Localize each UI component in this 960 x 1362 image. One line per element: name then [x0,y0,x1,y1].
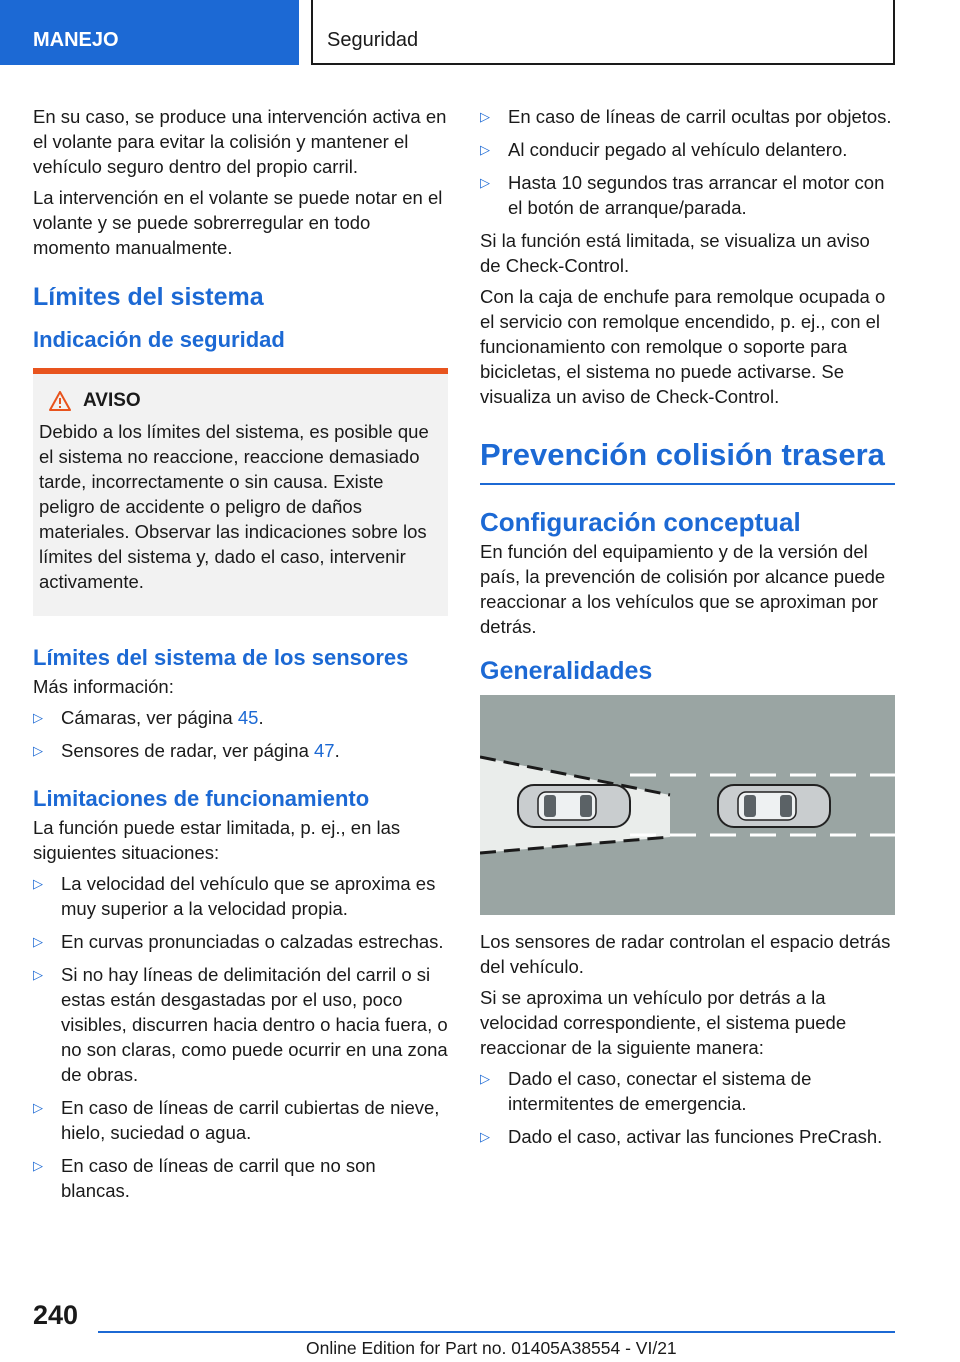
reference-item-cameras: ▷ Cámaras, ver página 45. [33,705,448,730]
list-item: ▷ Al conducir pegado al vehículo delantero. [480,137,895,162]
reference-item-radar: ▷ Sensores de radar, ver página 47. [33,738,448,763]
reaction-list [480,1066,895,1149]
left-column [33,104,448,1211]
list-item: ▷ En curvas pronunciadas o calzadas estrechas. [33,929,448,954]
reference-list [33,705,448,763]
heading-sensor-limits: Límites del sistema de los sensores [33,645,409,670]
warning-title-row [49,388,440,413]
list-item: ▷ Si no hay líneas de delimitación del carril o si estas están desgastadas por el uso, poco visibles, discurren hacia dentro o hacia fuera, o no son claras, como puede ocurrir en una zona de obras. [33,962,448,1087]
list-item: ▷ En caso de líneas de carril cubiertas de nieve, hielo, suciedad o agua. [33,1095,448,1145]
warning-title: AVISO [83,390,141,411]
page-link-45[interactable]: 45 [237,707,259,728]
footer-divider [98,1331,895,1333]
heading-general: Generalidades [480,657,653,685]
right-column [480,104,895,1157]
list-item: ▷ La velocidad del vehículo que se aproxima es muy superior a la velocidad propia. [33,871,448,921]
page-link-47[interactable]: 47 [314,740,335,761]
more-info-label: Más información: [33,676,174,697]
warning-box [33,368,448,616]
heading-rear-collision: Prevención colisión trasera [480,415,895,485]
car-rear-icon [518,785,630,827]
warning-triangle-icon [49,391,71,411]
list-item: ▷ En caso de líneas de carril ocultas por objetos. [480,104,895,129]
heading-function-limits: Limitaciones de funcionamiento [33,786,370,811]
warning-body: Debido a los límites del sistema, es posible que el sistema no reaccione, reaccione demasiado tarde, incorrectamente o sin causa. Existe peligro de accidente o peligro de daños materiales. Observar las indicaciones sobre los límites del sistema y, dado el caso, intervenir activamente. [39,421,429,592]
limited-note: Si la función está limitada, se visualiza un aviso de Check-Control. [480,230,870,276]
situation-list [33,871,448,1203]
sensor-text: Los sensores de radar controlan el espacio detrás del vehículo. [480,931,891,977]
footer-edition: Online Edition for Part no. 01405A38554 - VI/21 [306,1338,677,1358]
function-intro: La función puede estar limitada, p. ej., en las siguientes situaciones: [33,817,401,863]
header-chapter: Seguridad [311,0,895,65]
page-number: 240 [33,1300,79,1330]
heading-concept: Configuración conceptual [480,507,801,537]
heading-safety-note: Indicación de seguridad [33,327,285,352]
approach-text: Si se aproxima un vehículo por detrás a la velocidad correspondiente, el sistema puede reaccionar de la siguiente manera: [480,987,847,1058]
concept-text: En función del equipamiento y de la versión del país, la prevención de colisión por alcance puede reaccionar a los vehículos que se aproximan por detrás. [480,541,886,637]
list-item: ▷ Hasta 10 segundos tras arrancar el motor con el botón de arranque/parada. [480,170,895,220]
trailer-note: Con la caja de enchufe para remolque ocupada o el servicio con remolque encendido, p. ej., con el funcionamiento con remolque o soporte para bicicletas, el sistema no puede activarse. Se visualiza un aviso de Check-Control. [480,286,886,407]
rear-radar-illustration [480,695,895,915]
list-item: ▷ En caso de líneas de carril que no son blancas. [33,1153,448,1203]
situation-list-continued [480,104,895,220]
list-item: ▷ Dado el caso, activar las funciones PreCrash. [480,1124,895,1149]
car-front-icon [718,785,830,827]
intro-paragraph-1: En su caso, se produce una intervención activa en el volante para evitar la colisión y mantener el vehículo seguro dentro del propio carril. [33,106,447,177]
header-section: MANEJO [0,0,299,65]
list-item: ▷ Dado el caso, conectar el sistema de intermitentes de emergencia. [480,1066,895,1116]
intro-paragraph-2: La intervención en el volante se puede notar en el volante y se puede sobrerregular en todo momento manualmente. [33,187,443,258]
heading-system-limits: Límites del sistema [33,283,264,311]
